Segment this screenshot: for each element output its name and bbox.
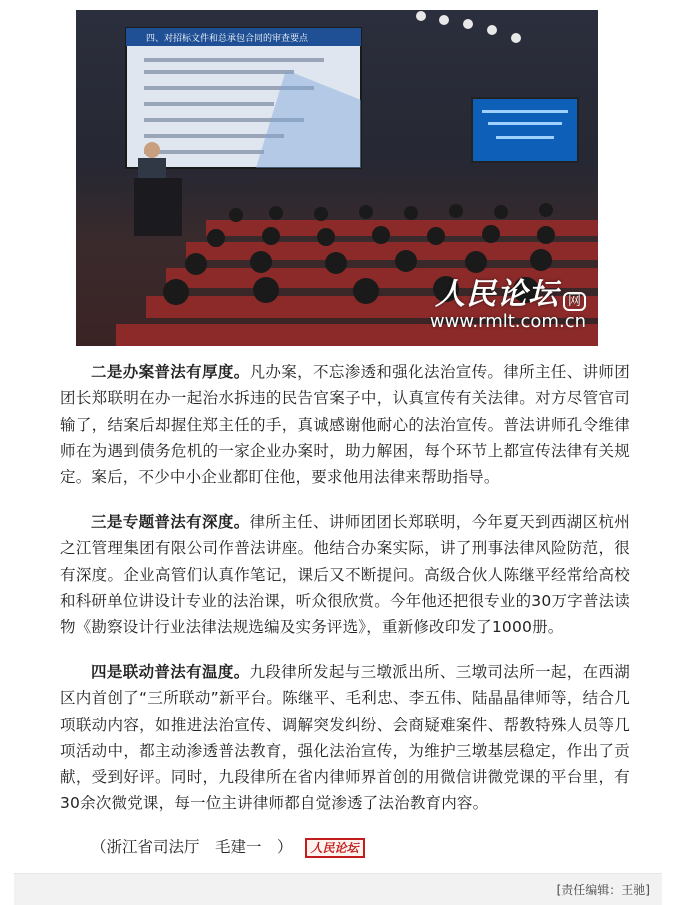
paragraph-lead: 四是联动普法有温度。 (91, 663, 250, 681)
responsible-editor: [责任编辑：王驰] (556, 883, 650, 897)
paragraph-lead: 二是办案普法有厚度。 (91, 363, 250, 381)
watermark-net: 网 (563, 292, 586, 311)
paragraph-lead: 三是专题普法有深度。 (91, 513, 250, 531)
article-source (60, 834, 630, 860)
paragraph-body: 九段律所发起与三墩派出所、三墩司法所一起，在西湖区内首创了“三所联动”新平台。陈继平、毛利忠、李五伟、陆晶晶律师等，结合几项联动内容，如推进法治宣传、调解突发纠纷、会商疑难案件、帮教特殊人员等几项活动中，都主动渗透普法教育，强化法治宣传，为维护三墩基层稳定，作出了贡献，受到好评。同时，九段律所在省内律师界首创的用微信讲微党课的平台里，有30余次微党课，每一位主讲律师都自觉渗透了法治教育内容。 (60, 663, 630, 813)
footer-bar (14, 873, 662, 905)
paragraph-case-education (60, 359, 630, 490)
paragraph-joint-education (60, 659, 630, 817)
paragraph-body: 凡办案，不忘渗透和强化法治宣传。律所主任、讲师团团长郑联明在办一起治水拆违的民告官案子中，认真宣传有关法律。对方尽管官司输了，结案后却握住郑主任的手，真诚感谢他耐心的法治宣传。普法讲师孔令维律师在为遇到债务危机的一家企业办案时，助力解困，每个环节上都宣传法律有关规定。案后，不少中小企业都盯住他，要求他用法律来帮助指导。 (60, 363, 630, 487)
rmlt-logo-stamp: 人民论坛 (305, 838, 365, 858)
rmlt-watermark (430, 269, 586, 332)
paragraph-topic-education (60, 509, 630, 640)
paragraph-body: 律所主任、讲师团团长郑联明，今年夏天到西湖区杭州之江管理集团有限公司作普法讲座。他结合办案实际，讲了刑事法律风险防范，很有深度。企业高管们认真作笔记，课后又不断提问。高级合伙人陈继平经常给高校和科研单位讲设计专业的法治课，听众很欣赏。今年他还把很专业的30万字普法读物《勘察设计行业法律法规选编及实务评选》，重新修改印发了1000册。 (60, 513, 630, 637)
lecture-photo (76, 10, 598, 346)
source-text: （浙江省司法厅 毛建一 ） (91, 838, 293, 856)
slide-heading: 四、对招标文件和总承包合同的审查要点 (146, 34, 309, 44)
watermark-logo: 人民论坛 (434, 277, 559, 312)
watermark-url: www.rmlt.com.cn (429, 311, 586, 332)
